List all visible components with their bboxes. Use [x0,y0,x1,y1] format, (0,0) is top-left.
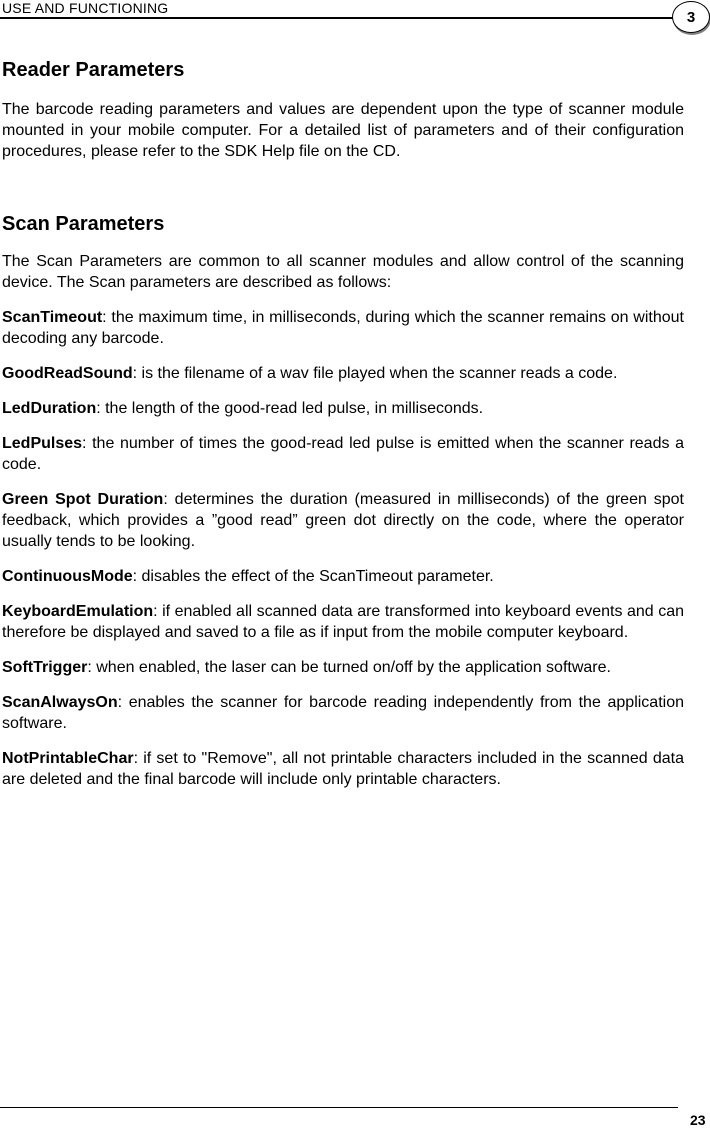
param-description: : disables the effect of the ScanTimeout parameter. [132,568,494,585]
param-term: Green Spot Duration [2,491,164,508]
param-description: : enables the scanner for barcode reading independently from the application software. [2,694,684,732]
param-term: GoodReadSound [2,365,133,382]
param-description: : when enabled, the laser can be turned on/off by the application software. [87,659,611,676]
param-description: : is the filename of a wav file played when the scanner reads a code. [132,365,618,382]
param-softtrigger [2,657,684,678]
reader-parameters-heading: Reader Parameters [2,59,185,81]
page-header [0,0,710,40]
page-number: 23 [690,1112,706,1128]
param-ledduration [2,398,684,419]
param-description: : the maximum time, in milliseconds, during which the scanner remains on without decoding any barcode. [2,309,684,347]
param-term: LedPulses [2,435,83,452]
param-term: KeyboardEmulation [2,603,154,620]
param-description: : if enabled all scanned data are transformed into keyboard events and can therefore be displayed and saved to a file as if input from the mobile computer keyboard. [2,603,684,641]
param-description: : determines the duration (measured in milliseconds) of the green spot feedback, which provides a ”good read” green dot directly on the code, where the operator usually tends to be looking. [2,491,685,550]
param-description: : if set to "Remove", all not printable characters included in the scanned data are deleted and the final barcode will include only printable characters. [2,750,684,788]
param-continuousmode [2,566,684,587]
param-scanalwayson [2,692,684,734]
param-term: NotPrintableChar [2,750,134,767]
param-goodreadsound [2,363,684,384]
param-ledpulses [2,433,684,475]
reader-parameters-paragraph: The barcode reading parameters and values are dependent upon the type of scanner module mounted in your mobile computer. For a detailed list of parameters and of their configuration procedures, please refer to the SDK Help file on the CD. [2,101,684,160]
param-description: : the number of times the good-read led pulse is emitted when the scanner reads a code. [2,435,684,473]
param-notprintablechar [2,748,684,790]
param-description: : the length of the good-read led pulse, in milliseconds. [96,400,484,417]
param-term: SoftTrigger [2,659,88,676]
param-term: ScanAlwaysOn [2,694,118,711]
scan-parameters-intro: The Scan Parameters are common to all scanner modules and allow control of the scanning device. The Scan parameters are described as follows: [2,253,684,291]
header-rule [0,17,674,19]
param-term: ContinuousMode [2,568,133,585]
scan-parameters-heading: Scan Parameters [2,213,165,235]
param-keyboardemulation [2,601,684,643]
param-scantimeout [2,307,684,349]
scan-parameter-list [2,307,684,790]
param-term: ScanTimeout [2,309,103,326]
footer-rule [0,1107,678,1108]
param-term: LedDuration [2,400,97,417]
param-green-spot-duration [2,489,684,552]
section-title: USE AND FUNCTIONING [2,0,169,16]
chapter-number-badge: 3 [672,1,710,33]
page-content [2,58,684,804]
